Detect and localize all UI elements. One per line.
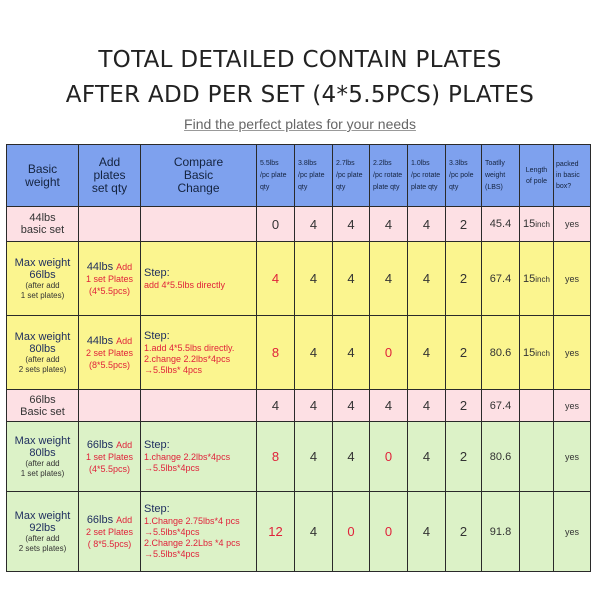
qty-3-3: 2 (446, 422, 482, 492)
table-row (7, 422, 591, 492)
header-length: Length of pole (520, 145, 554, 207)
compare-cell (141, 207, 257, 242)
qty-3-8: 4 (295, 316, 333, 390)
qty-3-8: 4 (295, 390, 333, 422)
max-weight-cell: Max weight 80lbs (after add 1 set plates) (7, 422, 79, 492)
plates-table (6, 144, 591, 572)
header-2-2lbs: 2.2lbs /pc rotate plate qty (370, 145, 408, 207)
compare-cell: Step: 1.Change 2.75lbs*4 pcs →5.5lbs*4pcs 2.Change 2.2Lbs *4 pcs →5.5lbs*4pcs (141, 492, 257, 572)
qty-2-7: 0 (333, 492, 370, 572)
qty-3-3: 2 (446, 207, 482, 242)
subtitle (0, 116, 600, 132)
table-row (7, 242, 591, 316)
total-weight: 80.6 (482, 316, 520, 390)
max-weight-cell: Max weight 92lbs (after add 2 sets plates) (7, 492, 79, 572)
qty-2-2: 0 (370, 316, 408, 390)
max-weight-cell: Max weight 66lbs (after add 1 set plates) (7, 242, 79, 316)
basic-weight-cell: 66lbs Basic set (7, 390, 79, 422)
compare-cell: Step: 1.change 2.2lbs*4pcs →5.5lbs*4pcs (141, 422, 257, 492)
packed-cell: yes (554, 422, 591, 492)
add-plates-cell: 44lbs Add 1 set Plates (4*5.5pcs) (79, 242, 141, 316)
qty-1-0: 4 (408, 422, 446, 492)
total-weight: 67.4 (482, 390, 520, 422)
qty-3-8: 4 (295, 207, 333, 242)
header-5-5lbs: 5.5lbs /pc plate qty (257, 145, 295, 207)
pole-length: 15inch (520, 207, 554, 242)
pole-length: 15inch (520, 316, 554, 390)
add-plates-cell: 44lbs Add 2 set Plates (8*5.5pcs) (79, 316, 141, 390)
table-row (7, 316, 591, 390)
header-1-0lbs: 1.0lbs /pc rotate plate qty (408, 145, 446, 207)
qty-2-2: 0 (370, 422, 408, 492)
header-2-7lbs: 2.7lbs /pc plate qty (333, 145, 370, 207)
header-3-3lbs: 3.3lbs /pc pole qty (446, 145, 482, 207)
qty-5-5: 4 (257, 242, 295, 316)
pole-length (520, 422, 554, 492)
qty-1-0: 4 (408, 207, 446, 242)
qty-1-0: 4 (408, 316, 446, 390)
qty-2-7: 4 (333, 242, 370, 316)
table-row (7, 207, 591, 242)
title-line-1: TOTAL DETAILED CONTAIN PLATES (98, 47, 502, 73)
qty-2-2: 4 (370, 207, 408, 242)
total-weight: 45.4 (482, 207, 520, 242)
title-line-2: AFTER ADD PER SET (4*5.5PCS) PLATES (65, 82, 535, 108)
qty-1-0: 4 (408, 390, 446, 422)
max-weight-cell: Max weight 80lbs (after add 2 sets plates) (7, 316, 79, 390)
qty-2-2: 4 (370, 390, 408, 422)
table-row (7, 492, 591, 572)
qty-3-8: 4 (295, 242, 333, 316)
total-weight: 91.8 (482, 492, 520, 572)
packed-cell: yes (554, 390, 591, 422)
packed-cell: yes (554, 492, 591, 572)
qty-3-3: 2 (446, 316, 482, 390)
table-row (7, 390, 591, 422)
compare-cell: Step: 1.add 4*5.5lbs directly. 2.change 2.2lbs*4pcs →5.5lbs* 4pcs (141, 316, 257, 390)
subtitle-text: Find the perfect plates for your needs (184, 116, 416, 132)
qty-5-5: 12 (257, 492, 295, 572)
header-row (7, 145, 591, 207)
qty-1-0: 4 (408, 242, 446, 316)
add-plates-cell: 66lbs Add 1 set Plates (4*5.5pcs) (79, 422, 141, 492)
compare-cell (141, 390, 257, 422)
qty-3-3: 2 (446, 242, 482, 316)
qty-3-8: 4 (295, 422, 333, 492)
qty-3-3: 2 (446, 492, 482, 572)
header-3-8lbs: 3.8lbs /pc plate qty (295, 145, 333, 207)
pole-length (520, 492, 554, 572)
qty-3-3: 2 (446, 390, 482, 422)
qty-3-8: 4 (295, 492, 333, 572)
qty-5-5: 4 (257, 390, 295, 422)
header-basic-weight: Basic weight (7, 145, 79, 207)
header-add-plates: Add plates set qty (79, 145, 141, 207)
qty-2-7: 4 (333, 207, 370, 242)
basic-weight-cell: 44lbs basic set (7, 207, 79, 242)
pole-length (520, 390, 554, 422)
qty-1-0: 4 (408, 492, 446, 572)
qty-5-5: 8 (257, 422, 295, 492)
qty-5-5: 0 (257, 207, 295, 242)
qty-2-7: 4 (333, 390, 370, 422)
qty-2-7: 4 (333, 422, 370, 492)
packed-cell: yes (554, 207, 591, 242)
qty-5-5: 8 (257, 316, 295, 390)
packed-cell: yes (554, 242, 591, 316)
qty-2-7: 4 (333, 316, 370, 390)
header-packed: packed in basic box? (554, 145, 591, 207)
add-plates-cell: 66lbs Add 2 set Plates ( 8*5.5pcs) (79, 492, 141, 572)
total-weight: 67.4 (482, 242, 520, 316)
pole-length: 15inch (520, 242, 554, 316)
header-compare: Compare Basic Change (141, 145, 257, 207)
qty-2-2: 4 (370, 242, 408, 316)
packed-cell: yes (554, 316, 591, 390)
compare-cell: Step: add 4*5.5lbs directly (141, 242, 257, 316)
header-total: Toatlly weight (LBS) (482, 145, 520, 207)
add-plates-cell (79, 390, 141, 422)
total-weight: 80.6 (482, 422, 520, 492)
qty-2-2: 0 (370, 492, 408, 572)
add-plates-cell (79, 207, 141, 242)
